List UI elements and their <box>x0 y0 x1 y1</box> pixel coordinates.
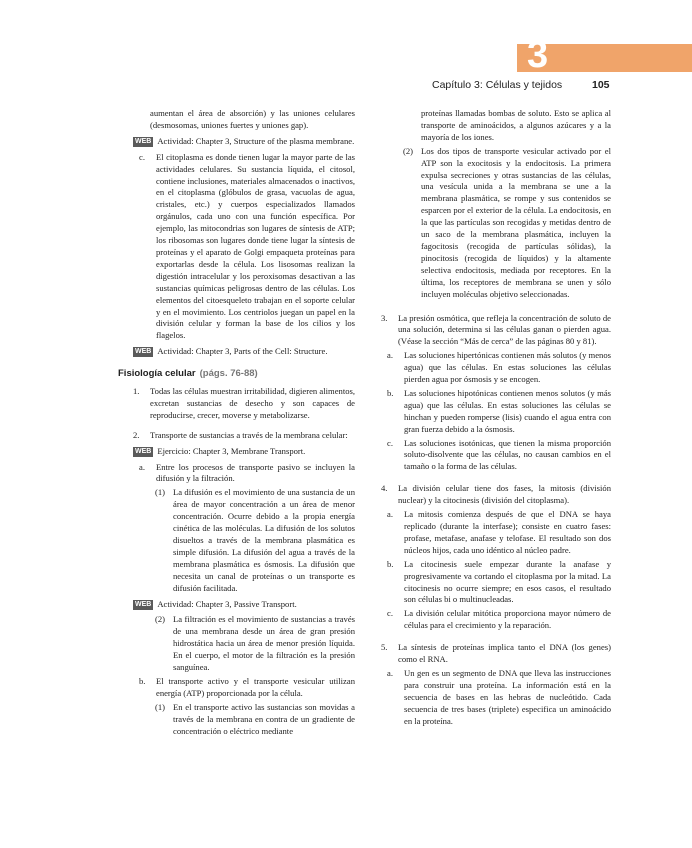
web-badge: WEB <box>135 137 152 145</box>
list-item-4b <box>387 559 611 607</box>
list-item-1 <box>133 386 355 422</box>
text: Los dos tipos de transporte vesicular activado por el ATP son la exocitosis y la endocitosis. La primera expulsa secreciones y otras sustancias de las células, una vesícula unida a la membrana se une a la membrana plasmática, se rompe y sus contenidos se esparcen por el exterior de la célula. La endocitosis, en la que las partículas son recogidas y metidas dentro de un saco de la membrana plasmática, incluyen la fagocitosis (recogida de partículas sólidas), la pinocitosis (recogida de líquidos) y la altamente selectiva endocitosis, mediada por receptores. En la última, los receptores de membrana se unen y sólo incluyen moléculas objetivo seleccionadas. <box>421 145 611 299</box>
text: La división celular mitótica proporciona mayor número de células para el crecimiento y la reparación. <box>404 608 611 631</box>
paragraph-continuation <box>381 108 611 144</box>
marker: a. <box>139 461 145 472</box>
marker: (2) <box>155 614 166 625</box>
list-item-c <box>139 152 355 343</box>
text: aumentan el área de absorción) y las uniones celulares (desmosomas, uniones fuertes y uniones gap). <box>150 108 355 130</box>
list-item-2b2 <box>403 146 611 301</box>
marker: 1. <box>133 386 140 397</box>
list-item-3 <box>381 313 611 349</box>
marker: a. <box>387 667 393 678</box>
list-item-4c <box>387 608 611 632</box>
text: La síntesis de proteínas implica tanto el DNA (los genes) como el RNA. <box>398 642 611 665</box>
web-activity-text[interactable]: Actividad: Chapter 3, Structure of the plasma membrane. <box>157 135 355 146</box>
chapter-tab-number: 3 <box>527 34 549 76</box>
web-activity[interactable] <box>133 446 355 458</box>
web-badge: WEB <box>135 600 152 608</box>
right-column <box>381 108 611 730</box>
text: En el transporte activo las sustancias son movidas a través de la membrana en contra de un gradiente de concentración o eléctrico mediante <box>173 701 355 736</box>
text: La filtración es el movimiento de sustancias a través de una membrana desde un área de gran presión hidrostática hacia un área de menor presión líquida. En el cuerpo, el motor de la filtración es la presión sanguínea. <box>173 614 355 673</box>
web-activity-text[interactable]: Actividad: Chapter 3, Passive Transport. <box>157 598 297 609</box>
text: La división celular tiene dos fases, la mitosis (división nuclear) y la citocinesis (división del citoplasma). <box>398 483 611 506</box>
marker: (2) <box>403 145 414 156</box>
list-item-3c <box>387 438 611 474</box>
web-activity[interactable] <box>133 346 355 358</box>
marker: c. <box>139 151 145 162</box>
list-item-5a <box>387 668 611 728</box>
text: La mitosis comienza después de que el DNA se haya replicado (durante la interfase); consiste en cuatro fases: profase, metafase, anafase y telofase. El resultado son dos núcleos hijos, cada uno idéntico al núcleo padre. <box>404 509 611 555</box>
list-item-2b <box>139 676 355 700</box>
text: Las soluciones hipertónicas contienen más solutos (y menos agua) que las células. En estas soluciones las células pierden agua por ósmosis y se encogen. <box>404 350 611 385</box>
marker: 2. <box>133 429 140 440</box>
web-activity[interactable] <box>133 599 355 611</box>
marker: c. <box>387 608 393 619</box>
page-number: 105 <box>592 79 610 91</box>
web-activity-text[interactable]: Actividad: Chapter 3, Parts of the Cell: Structure. <box>157 346 328 357</box>
text: El transporte activo y el transporte vesicular utilizan energía (ATP) proporcionada por la célula. <box>156 675 355 698</box>
marker: 5. <box>381 642 388 653</box>
marker: b. <box>387 558 394 569</box>
text: Las soluciones isotónicas, que tienen la misma proporción soluto-disolvente que las células, no causan cambios en el tamaño o la forma de las células. <box>404 437 611 472</box>
marker: c. <box>387 437 393 448</box>
text: La presión osmótica, que refleja la concentración de soluto de una solución, determina si las células ganan o pierden agua. (Véase la sección “Más de cerca” de las páginas 80 y 81). <box>398 312 611 347</box>
list-item-2a <box>139 462 355 486</box>
section-heading <box>118 368 355 380</box>
text: Un gen es un segmento de DNA que lleva las instrucciones para construir una proteína. La información está en la secuencia de bases en las hebras de nucleótido. Cada secuencia de tres bases (triplete) especifica un aminoácido en la proteína. <box>404 667 611 726</box>
text: Entre los procesos de transporte pasivo se incluyen la difusión y la filtración. <box>156 461 355 484</box>
text: La citocinesis suele empezar durante la anafase y progresivamente va cortando el citoplasma por la mitad. La citocinesis no ocurre siempre; en esos casos, el resultado son células bi o multinucleadas. <box>404 558 611 605</box>
marker: a. <box>387 350 393 361</box>
list-item-3a <box>387 350 611 386</box>
web-activity-text[interactable]: Ejercicio: Chapter 3, Membrane Transport. <box>157 445 306 456</box>
list-item-2a2 <box>155 614 355 674</box>
text: La difusión es el movimiento de una sustancia de un área de mayor concentración a un área de menor concentración. Ocurre debido a la propia energía cinética de las moléculas. La difusión de los solutos disueltos a través de la membrana plasmática es simple difusión. La difusión del agua a través de la membrana plasmática es ósmosis. La difusión que necesita un canal de proteínas o un transporte es difusión facilitada. <box>173 487 355 593</box>
marker: b. <box>387 387 394 398</box>
list-item-4a <box>387 509 611 557</box>
list-item-2b1 <box>155 702 355 738</box>
list-item-3b <box>387 388 611 436</box>
web-badge: WEB <box>135 348 152 356</box>
section-pages: (págs. 76-88) <box>199 368 258 380</box>
marker: (1) <box>155 701 166 712</box>
marker: a. <box>387 509 393 520</box>
marker: (1) <box>155 487 166 498</box>
list-item-2a1 <box>155 487 355 594</box>
text: Las soluciones hipotónicas contienen menos solutos (y más agua) que las células. En estas soluciones las células se hinchan y pueden romperse (lisis) cuando el agua entra con gran fuerza debido a la ósmosis. <box>404 387 611 434</box>
web-badge: WEB <box>135 447 152 455</box>
marker: 3. <box>381 312 388 323</box>
web-activity[interactable] <box>133 136 355 148</box>
marker: b. <box>139 675 146 686</box>
chapter-title: Capítulo 3: Células y tejidos <box>432 79 563 91</box>
list-item-2 <box>133 430 355 442</box>
section-title: Fisiología celular <box>118 368 196 380</box>
list-item-4 <box>381 483 611 507</box>
text: proteínas llamadas bombas de soluto. Esto se aplica al transporte de aminoácidos, a algunos azúcares y a la mayoría de los iones. <box>421 108 611 142</box>
left-column <box>118 108 355 740</box>
text: El citoplasma es donde tienen lugar la mayor parte de las actividades celulares. Su sustancia líquida, el citosol, contiene inclusiones, materiales almacenados o inactivos, en el citoplasma (glóbulos de grasa, vacuolas de agua, cristales, etc.) y cuerpos especializados llamados orgánulos, cada uno con una función específica. Por ejemplo, las mitocondrias son lugares de síntesis de ATP; los ribosomas son lugares donde tiene lugar la síntesis de proteínas y el aparato de Golgi empaqueta proteínas para exportarlas desde la célula. Los lisosomas realizan la digestión intracelular y los peroxisomas desactivan a las sustancias químicas peligrosas dentro de las células. Los elementos del citoesqueleto trabajan en el soporte celular y en el movimiento. Los centriolos juegan un papel en la división celular y forman la base de los cilios y los flagelos. <box>156 151 355 341</box>
text: Transporte de sustancias a través de la membrana celular: <box>150 429 348 440</box>
paragraph-continuation <box>133 108 355 132</box>
marker: 4. <box>381 483 388 494</box>
text: Todas las células muestran irritabilidad, digieren alimentos, excretan sustancias de desecho y son capaces de reproducirse, crecer, moverse y metabolizarse. <box>150 386 355 420</box>
list-item-5 <box>381 642 611 666</box>
